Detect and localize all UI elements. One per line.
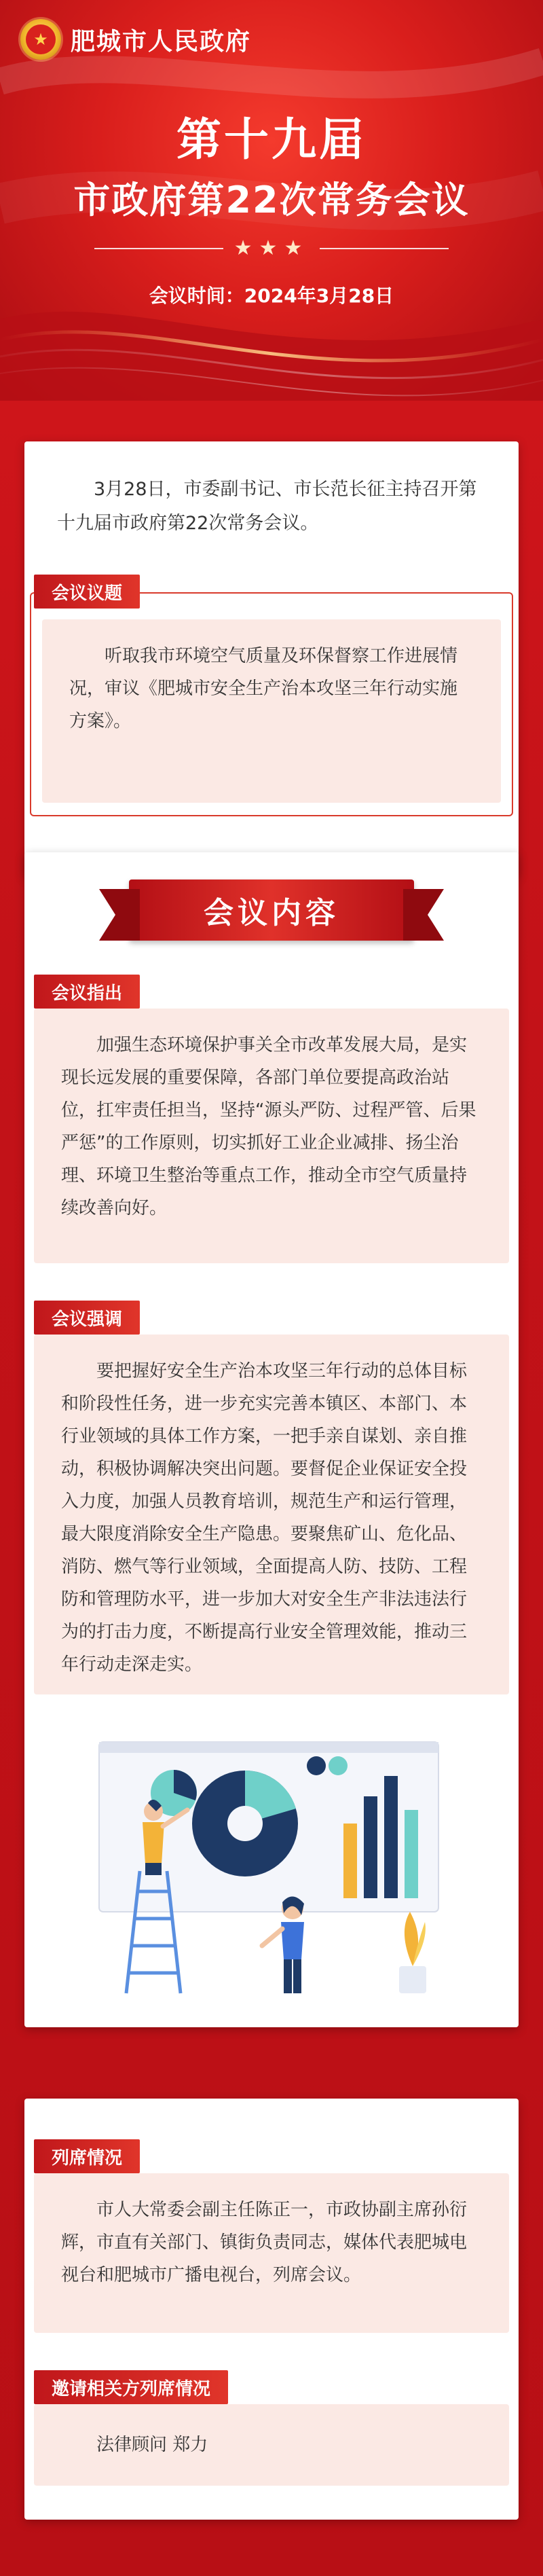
bar-3 xyxy=(384,1776,398,1898)
content-banner-label: 会议内容 xyxy=(204,896,339,930)
meeting-time: 会议时间：2024年3月28日 xyxy=(149,285,394,307)
point1-text: 加强生态环境保护事关全市改革发展大局，是实现长远发展的重要保障，各部门单位要提高政治站位，扛牢责任担当，坚持“源头严防、过程严管、后果严惩”的工作原则，切实抓好工业企业减排、扬尘治理、环境卫生整治等重点工作，推动全市空气质量持续改善向好。 xyxy=(34,1009,509,1263)
board-header xyxy=(99,1742,438,1753)
header-banner xyxy=(0,0,543,401)
content-banner-title xyxy=(129,879,414,941)
bar-4 xyxy=(405,1810,418,1898)
point2-text: 要把握好安全生产治本攻坚三年行动的总体目标和阶段性任务，进一步充实完善本镇区、本部门、本行业领域的具体工作方案，一把手亲自谋划、亲自推动，积极协调解决突出问题。要督促企业保证安全投入力度，加强人员教育培训，规范生产和运行管理，最大限度消除安全生产隐患。要聚焦矿山、危化品、消防、燃气等行业领域，全面提高人防、技防、工程防和管理防水平，进一步加大对安全生产非法违法行为的打击力度，不断提高行业安全管理效能，推动三年行动走深走实。 xyxy=(34,1335,509,1694)
brand-name: 肥城市人民政府 xyxy=(71,26,252,56)
invited-tag: 邀请相关方列席情况 xyxy=(34,2370,228,2404)
title-line-2: 市政府第22次常务会议 xyxy=(73,179,470,221)
attendance-card xyxy=(24,2099,519,2520)
title-line-1: 第十九届 xyxy=(176,113,367,166)
intro-card xyxy=(24,441,519,876)
point1-tag: 会议指出 xyxy=(34,975,140,1009)
dot-1 xyxy=(307,1756,326,1775)
donut-hole xyxy=(227,1806,263,1841)
plant-pot xyxy=(399,1966,426,1993)
content-card xyxy=(24,852,519,2027)
brand-row xyxy=(20,19,251,60)
person-1-body xyxy=(143,1822,164,1864)
invited-text: 法律顾问 郑力 xyxy=(34,2404,509,2486)
attendance-text: 市人大常委会副主任陈正一，市政协副主席孙衍辉，市直有关部门、镇街负责同志，媒体代表肥城电视台和肥城市广播电视台，列席会议。 xyxy=(34,2173,509,2333)
point2-tag: 会议强调 xyxy=(34,1301,140,1335)
person-2-body xyxy=(281,1922,304,1959)
bar-2 xyxy=(364,1796,377,1898)
data-analysis-illustration xyxy=(86,1735,466,2000)
content-banner xyxy=(24,879,519,941)
agenda-tag: 会议议题 xyxy=(34,575,140,609)
star-icon: ★★★ xyxy=(233,236,310,260)
dot-2 xyxy=(329,1756,348,1775)
national-emblem-icon: ★ xyxy=(20,19,61,60)
bar-1 xyxy=(343,1824,357,1898)
banner-fold-left xyxy=(99,889,140,941)
divider-line-left xyxy=(94,248,223,249)
agenda-text: 听取我市环境空气质量及环保督察工作进展情况，审议《肥城市安全生产治本攻坚三年行动实施方案》。 xyxy=(42,619,501,803)
divider-line-right xyxy=(320,248,449,249)
banner-fold-right xyxy=(403,889,444,941)
intro-text: 3月28日，市委副书记、市长范长征主持召开第十九届市政府第22次常务会议。 xyxy=(57,479,477,534)
attendance-tag: 列席情况 xyxy=(34,2139,140,2173)
stars-divider xyxy=(0,236,543,260)
